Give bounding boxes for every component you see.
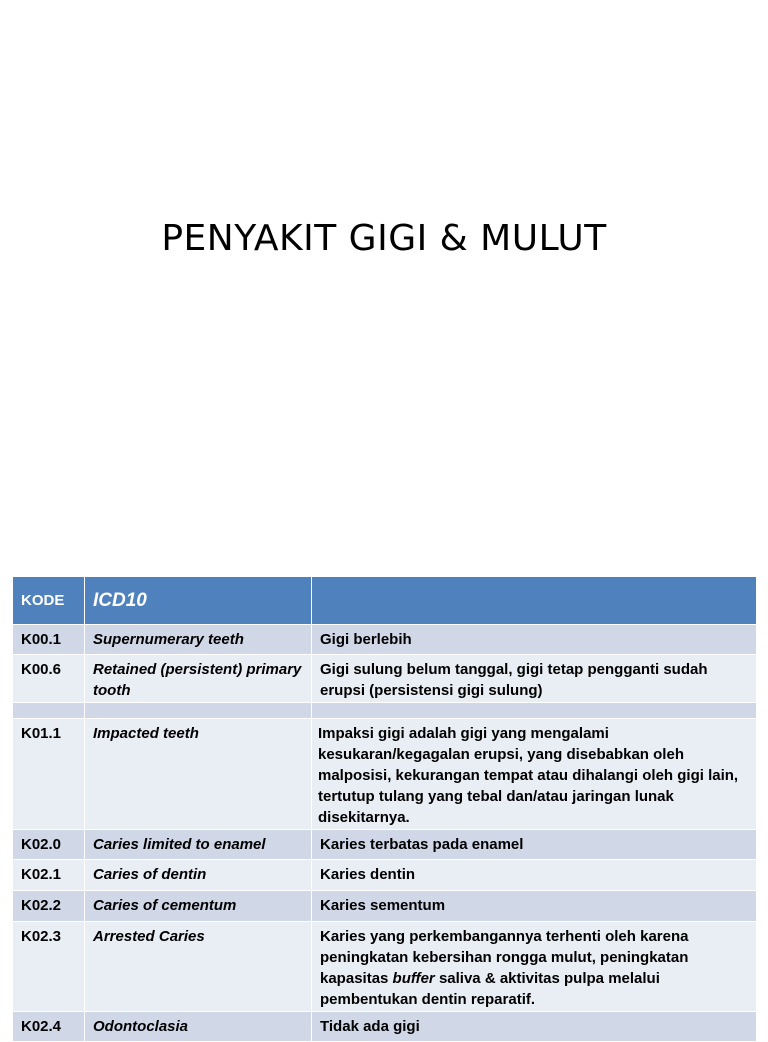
row-code: K02.1: [13, 860, 85, 891]
row-name: Arrested Caries: [85, 922, 312, 1012]
table-row: [13, 625, 757, 655]
row-code: K02.2: [13, 891, 85, 922]
table-row: [13, 891, 757, 922]
row-name: Supernumerary teeth: [85, 625, 312, 655]
row-code: K01.1: [13, 719, 85, 830]
row-code: [13, 703, 85, 719]
row-desc: Gigi berlebih: [312, 625, 757, 655]
header-description: [312, 577, 757, 625]
table-row: [13, 860, 757, 891]
table-row: [13, 922, 757, 1012]
table-row: [13, 719, 757, 830]
table-row: [13, 830, 757, 860]
header-icd10: ICD10: [85, 577, 312, 625]
row-name: Caries of dentin: [85, 860, 312, 891]
row-code: K02.3: [13, 922, 85, 1012]
row-desc: [312, 703, 757, 719]
row-desc: [312, 922, 757, 1012]
table-row-empty: [13, 703, 757, 719]
table-header-row: [13, 577, 757, 625]
row-desc: Impaksi gigi adalah gigi yang mengalami kesukaran/kegagalan erupsi, yang disebabkan oleh malposisi, kekurangan tempat atau dihalangi oleh gigi lain, tertutup tulang yang tebal dan/atau jaringan lunak disekitarnya.: [312, 719, 757, 830]
row-name: Caries limited to enamel: [85, 830, 312, 860]
row-code: K00.1: [13, 625, 85, 655]
desc-italic-term: buffer: [392, 970, 435, 987]
row-name: Odontoclasia: [85, 1012, 312, 1042]
row-desc: Gigi sulung belum tanggal, gigi tetap pengganti sudah erupsi (persistensi gigi sulung): [312, 655, 757, 703]
icd10-table: [12, 576, 757, 1042]
row-desc: Tidak ada gigi: [312, 1012, 757, 1042]
row-desc: Karies terbatas pada enamel: [312, 830, 757, 860]
row-code: K02.0: [13, 830, 85, 860]
table-row: [13, 655, 757, 703]
row-name: Retained (persistent) primary tooth: [85, 655, 312, 703]
desc-text: saliva & aktivitas pulpa melalui pembentukan dentin reparatif.: [320, 970, 660, 1008]
row-code: K02.4: [13, 1012, 85, 1042]
row-name: Impacted teeth: [85, 719, 312, 830]
page-title: PENYAKIT GIGI & MULUT: [161, 218, 607, 259]
row-desc: Karies dentin: [312, 860, 757, 891]
row-code: K00.6: [13, 655, 85, 703]
row-name: [85, 703, 312, 719]
header-kode: KODE: [13, 577, 85, 625]
row-desc: Karies sementum: [312, 891, 757, 922]
row-name: Caries of cementum: [85, 891, 312, 922]
table-row: [13, 1012, 757, 1042]
desc-text: Karies yang perkembangannya terhenti oleh karena peningkatan kebersihan rongga mulut, peningkatan kapasitas: [320, 928, 689, 987]
